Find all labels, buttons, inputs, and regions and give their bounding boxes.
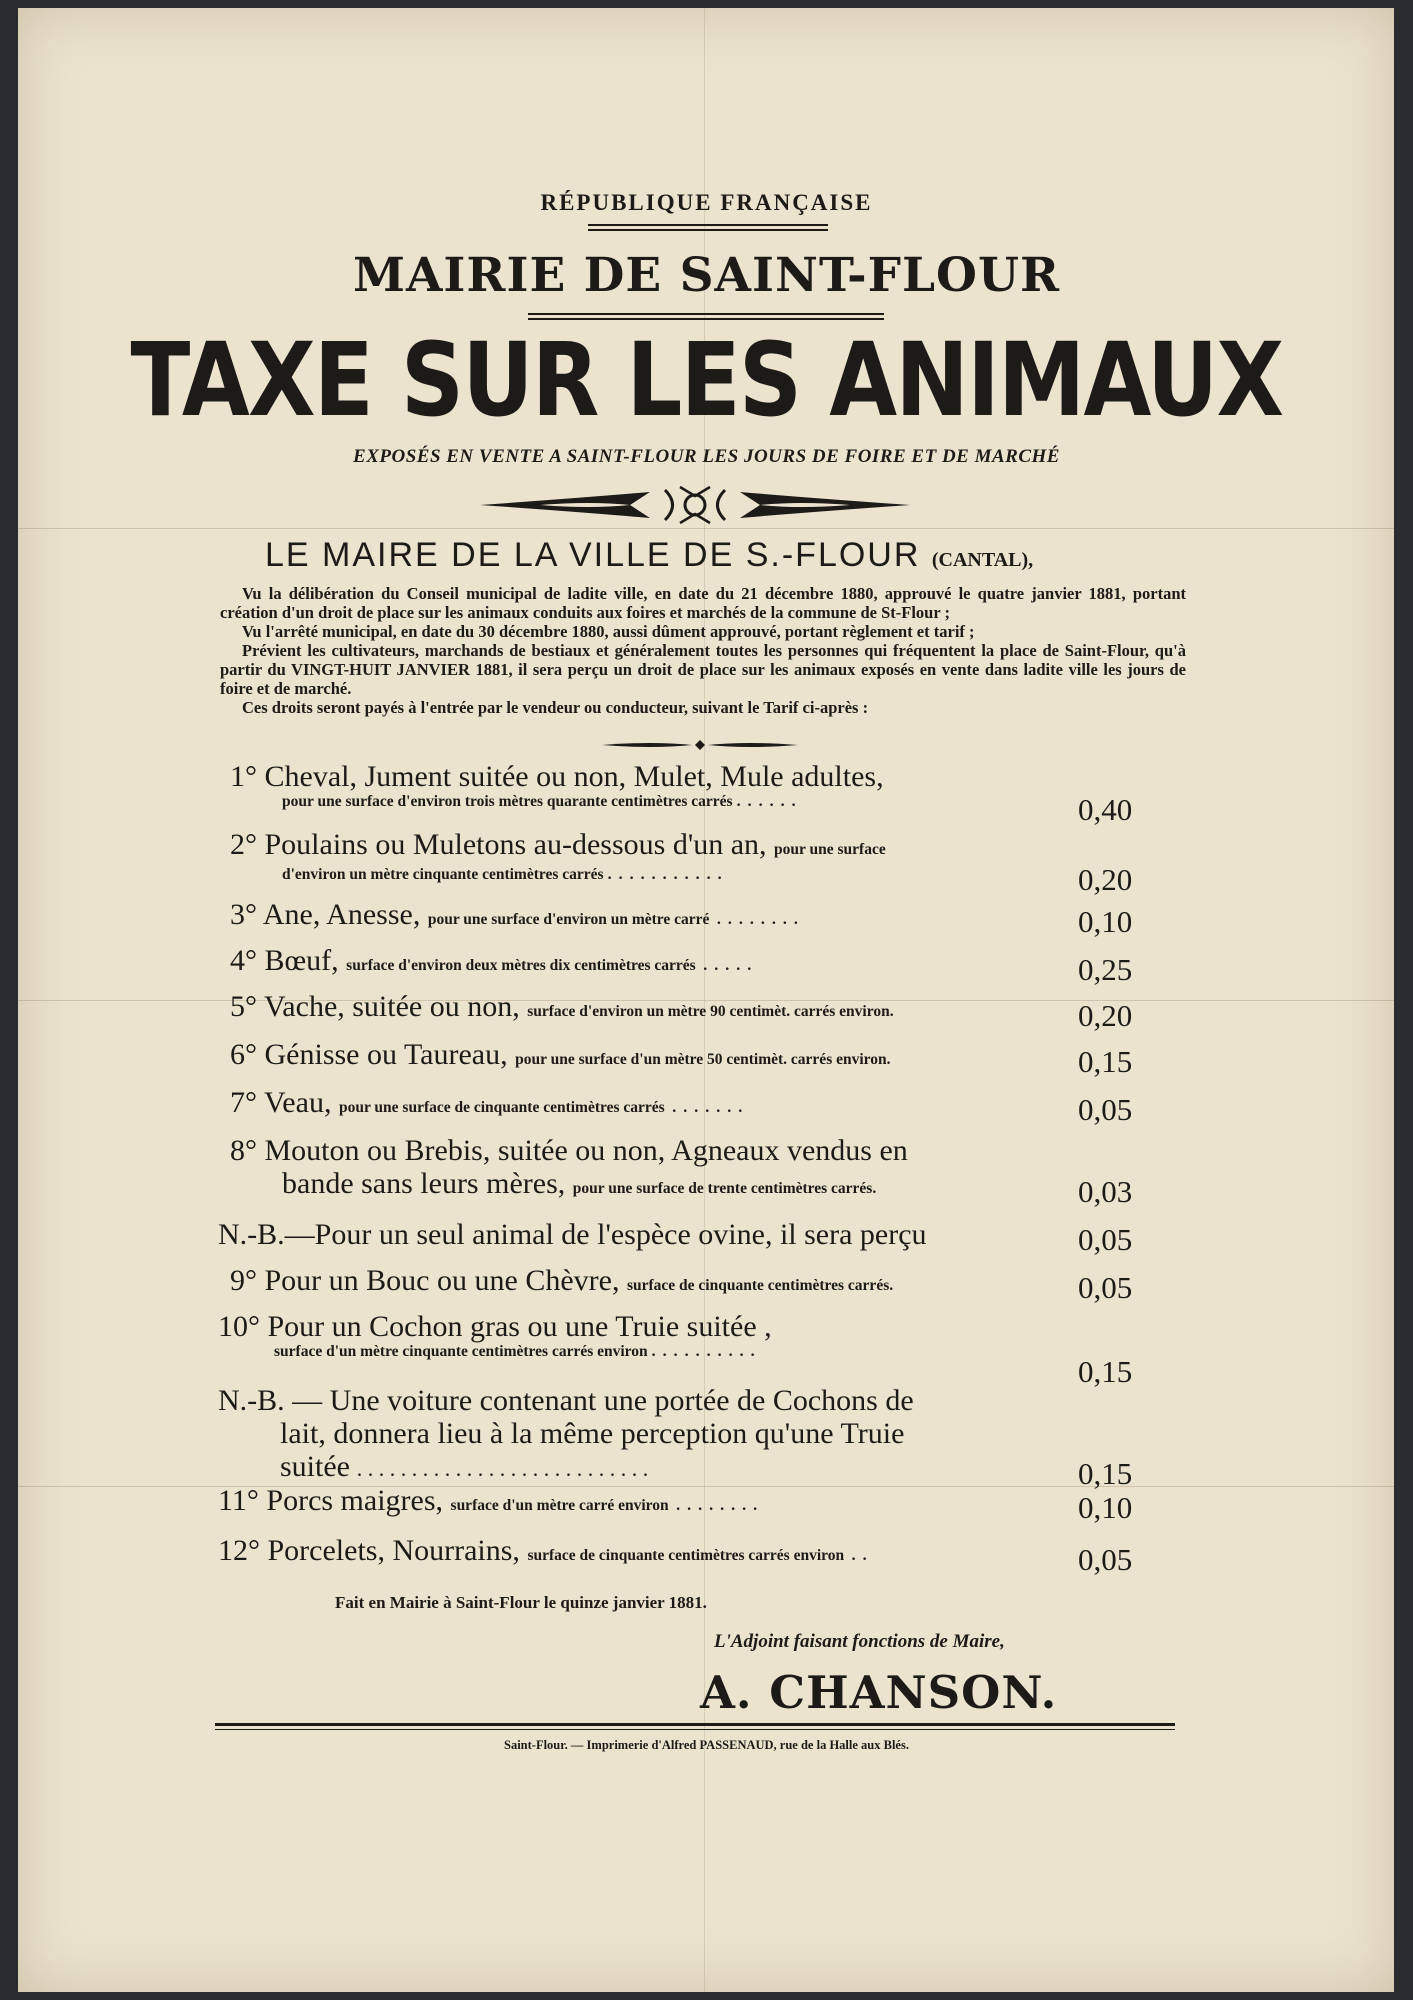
item-detail: d'environ un mètre cinquante centimètres carrés bbox=[282, 866, 604, 883]
price-note-cochons: 0,15 bbox=[1078, 1456, 1133, 1491]
note-label: N.-B. bbox=[218, 1384, 285, 1417]
dot-leader: .. bbox=[851, 1547, 874, 1564]
price-1: 0,40 bbox=[1078, 792, 1133, 827]
tariff-item-10 bbox=[218, 1310, 1058, 1361]
note-text: — Une voiture contenant une portée de Cochons de bbox=[292, 1384, 914, 1417]
item-detail: surface d'environ deux mètres dix centimètres carrés bbox=[346, 957, 696, 974]
item-detail: surface de cinquante centimètres carrés environ bbox=[527, 1547, 845, 1564]
mairie-heading: MAIRIE DE SAINT-FLOUR bbox=[352, 248, 1061, 303]
price-6: 0,15 bbox=[1078, 1044, 1133, 1079]
item-title: Bœuf, bbox=[264, 944, 339, 977]
item-title-cont: bande sans leurs mères, bbox=[282, 1167, 566, 1200]
item-number: 5° bbox=[230, 990, 257, 1023]
item-title: Mouton ou Brebis, suitée ou non, Agneaux vendus en bbox=[264, 1134, 908, 1167]
item-title: Cheval, Jument suitée ou non, Mulet, Mule adultes, bbox=[264, 760, 884, 793]
tariff-item-3 bbox=[230, 898, 1055, 936]
item-number: 3° bbox=[230, 898, 257, 931]
cantal-label: (CANTAL), bbox=[931, 549, 1034, 571]
tariff-item-6 bbox=[230, 1038, 1055, 1076]
preamble bbox=[220, 584, 1186, 717]
item-number: 1° bbox=[230, 760, 257, 793]
item-title: Porcs maigres, bbox=[266, 1484, 444, 1517]
item-number: 6° bbox=[230, 1038, 257, 1071]
fold-line bbox=[18, 528, 1394, 529]
tariff-item-11 bbox=[218, 1484, 1058, 1522]
price-12: 0,05 bbox=[1078, 1542, 1133, 1577]
preamble-paragraph: Prévient les cultivateurs, marchands de bestiaux et généralement toutes les personnes qui fréquentent la place de Saint-Flour, qu'à partir du VINGT-HUIT JANVIER 1881, il sera perçu un droit de place sur les animaux exposés en vente dans ladite ville les jours de foire et de marché. bbox=[220, 641, 1186, 698]
dot-leader: ........ bbox=[716, 911, 805, 928]
note-label: N.-B. bbox=[218, 1218, 285, 1251]
double-rule bbox=[528, 318, 884, 320]
republic-heading: RÉPUBLIQUE FRANÇAISE bbox=[540, 190, 873, 215]
dot-leader: ...... bbox=[736, 793, 803, 810]
item-detail: surface d'environ un mètre 90 centimèt. carrés environ. bbox=[527, 1003, 894, 1020]
item-detail: pour une surface de cinquante centimètres carrés bbox=[338, 1099, 665, 1116]
tariff-item-5 bbox=[230, 990, 1055, 1028]
item-detail: pour une surface d'un mètre 50 centimèt. carrés environ. bbox=[515, 1051, 891, 1068]
item-title: Pour un Cochon gras ou une Truie suitée , bbox=[267, 1310, 772, 1343]
item-number: 12° bbox=[218, 1534, 260, 1567]
double-rule bbox=[528, 313, 884, 315]
item-detail: surface d'un mètre carré environ bbox=[450, 1497, 669, 1514]
price-4: 0,25 bbox=[1078, 952, 1133, 987]
price-3: 0,10 bbox=[1078, 904, 1133, 939]
item-detail: pour une surface bbox=[774, 841, 886, 858]
price-10: 0,15 bbox=[1078, 1354, 1133, 1389]
dot-leader: ..... bbox=[703, 957, 759, 974]
footer-rule bbox=[215, 1723, 1175, 1726]
tariff-item-1 bbox=[230, 760, 1055, 811]
tariff-item-4 bbox=[230, 944, 1055, 982]
item-number: 11° bbox=[218, 1484, 259, 1517]
price-5: 0,20 bbox=[1078, 998, 1133, 1033]
footer-rule bbox=[215, 1729, 1175, 1730]
preamble-paragraph: Vu l'arrêté municipal, en date du 30 décembre 1880, aussi dûment approuvé, portant règlement et tarif ; bbox=[242, 622, 975, 641]
item-title: Porcelets, Nourrains, bbox=[267, 1534, 520, 1567]
signature-name: A. CHANSON. bbox=[700, 1666, 1058, 1719]
adjoint-title: L'Adjoint faisant fonctions de Maire, bbox=[714, 1631, 1005, 1652]
price-8: 0,03 bbox=[1078, 1174, 1133, 1209]
double-rule bbox=[588, 229, 828, 231]
item-title: Génisse ou Taureau, bbox=[264, 1038, 508, 1071]
price-9: 0,05 bbox=[1078, 1270, 1133, 1305]
item-number: 9° bbox=[230, 1264, 257, 1297]
maire-line: LE MAIRE DE LA VILLE DE S.-FLOUR bbox=[265, 536, 921, 574]
tariff-note-cochons bbox=[218, 1384, 1058, 1488]
price-11: 0,10 bbox=[1078, 1490, 1133, 1525]
item-number: 7° bbox=[230, 1086, 257, 1119]
item-number: 8° bbox=[230, 1134, 257, 1167]
item-title: Veau, bbox=[263, 1086, 332, 1119]
note-text-cont: lait, donnera lieu à la même perception qu'une Truie bbox=[280, 1417, 905, 1450]
item-title: Poulains ou Muletons au-dessous d'un an, bbox=[264, 828, 767, 861]
item-number: 4° bbox=[230, 944, 257, 977]
tariff-item-7 bbox=[230, 1086, 1055, 1124]
tariff-item-12 bbox=[218, 1534, 1058, 1572]
item-title: Pour un Bouc ou une Chèvre, bbox=[264, 1264, 620, 1297]
dated-statement: Fait en Mairie à Saint-Flour le quinze janvier 1881. bbox=[335, 1593, 707, 1612]
dot-leader: ........... bbox=[607, 866, 729, 883]
subtitle: EXPOSÉS EN VENTE A SAINT-FLOUR LES JOURS DE FOIRE ET DE MARCHÉ bbox=[353, 446, 1060, 467]
tariff-item-9 bbox=[230, 1264, 1055, 1302]
price-note-ovine: 0,05 bbox=[1078, 1222, 1133, 1257]
item-title: Ane, Anesse, bbox=[262, 898, 421, 931]
ornament-divider bbox=[480, 484, 910, 526]
item-title: Vache, suitée ou non, bbox=[263, 990, 520, 1023]
maire-heading bbox=[265, 536, 1033, 575]
item-detail: pour une surface d'environ trois mètres quarante centimètres carrés bbox=[282, 793, 733, 810]
page-title: TAXE SUR LES ANIMAUX bbox=[130, 321, 1283, 440]
dot-leader: .......... bbox=[651, 1343, 762, 1360]
printer-credit: Saint-Flour. — Imprimerie d'Alfred PASSENAUD, rue de la Halle aux Blés. bbox=[504, 1738, 909, 1752]
item-detail: surface de cinquante centimètres carrés. bbox=[626, 1277, 894, 1294]
tariff-item-8 bbox=[230, 1134, 1055, 1205]
item-number: 2° bbox=[230, 828, 257, 861]
dot-leader: ....... bbox=[672, 1099, 750, 1116]
tariff-note-ovine bbox=[218, 1218, 1058, 1251]
item-detail: pour une surface de trente centimètres carrés. bbox=[572, 1180, 877, 1197]
tariff-item-2 bbox=[230, 828, 1055, 884]
preamble-paragraph: Ces droits seront payés à l'entrée par le vendeur ou conducteur, suivant le Tarif ci-après : bbox=[242, 698, 869, 717]
dot-leader: ........ bbox=[676, 1497, 765, 1514]
note-text-cont: suitée bbox=[280, 1450, 350, 1483]
note-text: —Pour un seul animal de l'espèce ovine, il sera perçu bbox=[284, 1218, 927, 1251]
item-number: 10° bbox=[218, 1310, 260, 1343]
double-rule bbox=[588, 224, 828, 226]
price-7: 0,05 bbox=[1078, 1092, 1133, 1127]
preamble-paragraph: Vu la délibération du Conseil municipal de ladite ville, en date du 21 décembre 1880, approuvé le quatre janvier 1881, portant création d'un droit de place sur les animaux conduits aux foires et marchés de la commune de St-Flour ; bbox=[220, 584, 1186, 622]
item-detail: surface d'un mètre cinquante centimètres carrés environ bbox=[274, 1343, 648, 1360]
small-ornament bbox=[602, 738, 798, 752]
item-detail: pour une surface d'environ un mètre carré bbox=[427, 911, 710, 928]
price-2: 0,20 bbox=[1078, 862, 1133, 897]
dot-leader: ........................... bbox=[357, 1463, 655, 1480]
